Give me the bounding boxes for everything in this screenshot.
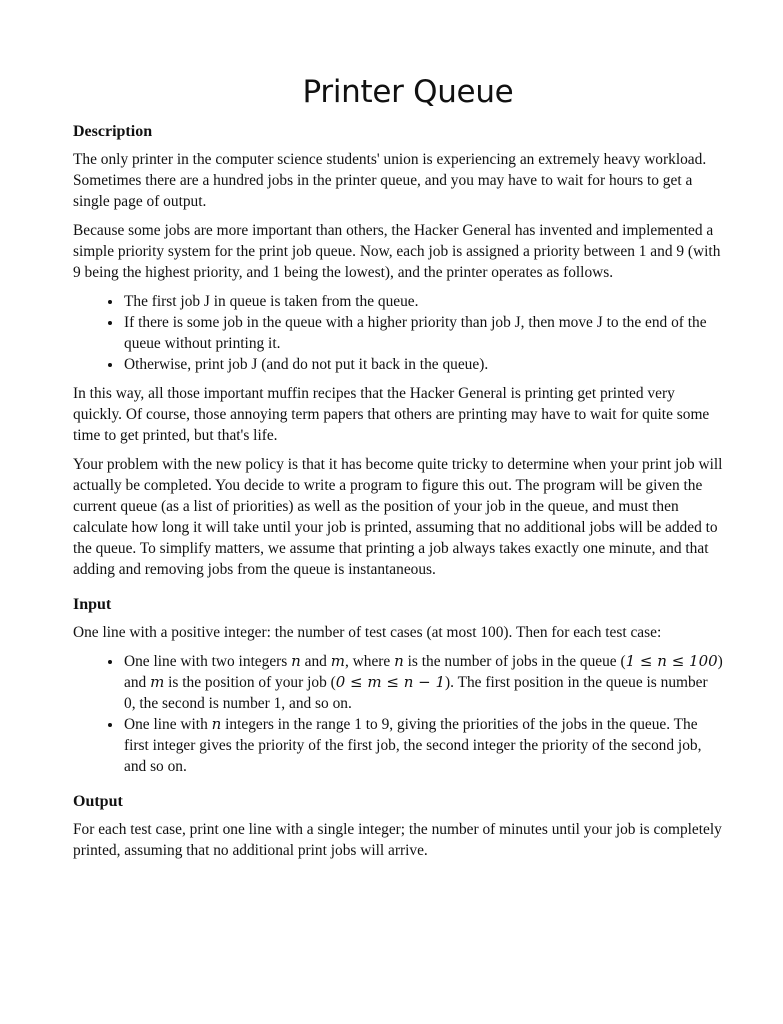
output-heading: Output <box>73 793 123 810</box>
input-item-2: • One line with n integers in the range 1 to 9, giving the priorities of the jobs in the queue. The first integer gives the priority of the first job, the second integer the priority of the second job, and so on. <box>123 714 723 777</box>
description-paragraph-3: In this way, all those important muffin recipes that the Hacker General is printing get printed very quickly. Of course, those annoying term papers that others are printing may have to wait for quite some time to get printed, but that's life. <box>73 385 710 444</box>
input-item-1: • One line with two integers n and m, where n is the number of jobs in the queue (1 ≤ n ≤ 100) and m is the position of your job (0 ≤ m ≤ n − 1). The first position in the queue is number 0, the second is number 1, and so on. <box>123 651 723 714</box>
input-intro: One line with a positive integer: the number of test cases (at most 100). Then for each test case: <box>73 624 662 641</box>
rule-item-2: • If there is some job in the queue with a higher priority than job J, then move J to the end of the queue without printing it. <box>123 312 723 354</box>
input-format-list <box>73 651 723 777</box>
description-paragraph-4: Your problem with the new policy is that it has become quite tricky to determine when your print job will actually be completed. You decide to write a program to figure this out. The program will be given the current queue (as a list of priorities) as well as the position of your job in the queue, and must then calculate how long it will take until your job is printed, assuming that no additional jobs will be added to the queue. To simplify matters, we assume that printing a job always takes exactly one minute, and that adding and removing jobs from the queue is instantaneous. <box>73 456 723 578</box>
output-text: For each test case, print one line with a single integer; the number of minutes until your job is completely printed, assuming that no additional print jobs will arrive. <box>73 821 722 859</box>
printer-rules-list <box>73 291 723 375</box>
rule-item-3: • Otherwise, print job J (and do not put it back in the queue). <box>123 354 723 375</box>
description-heading: Description <box>73 123 153 140</box>
description-paragraph-2: Because some jobs are more important than others, the Hacker General has invented and implemented a simple priority system for the print job queue. Now, each job is assigned a priority between 1 and 9 (with 9 being the highest priority, and 1 being the lowest), and the printer operates as follows. <box>73 222 721 281</box>
page-title: Printer Queue <box>302 74 514 110</box>
problem-statement <box>73 74 723 869</box>
rule-item-1: • The first job J in queue is taken from the queue. <box>123 291 723 312</box>
description-paragraph-1: The only printer in the computer science students' union is experiencing an extremely heavy workload. Sometimes there are a hundred jobs in the printer queue, and you may have to wait for hours to get a single page of output. <box>73 151 707 210</box>
input-heading: Input <box>73 596 112 613</box>
